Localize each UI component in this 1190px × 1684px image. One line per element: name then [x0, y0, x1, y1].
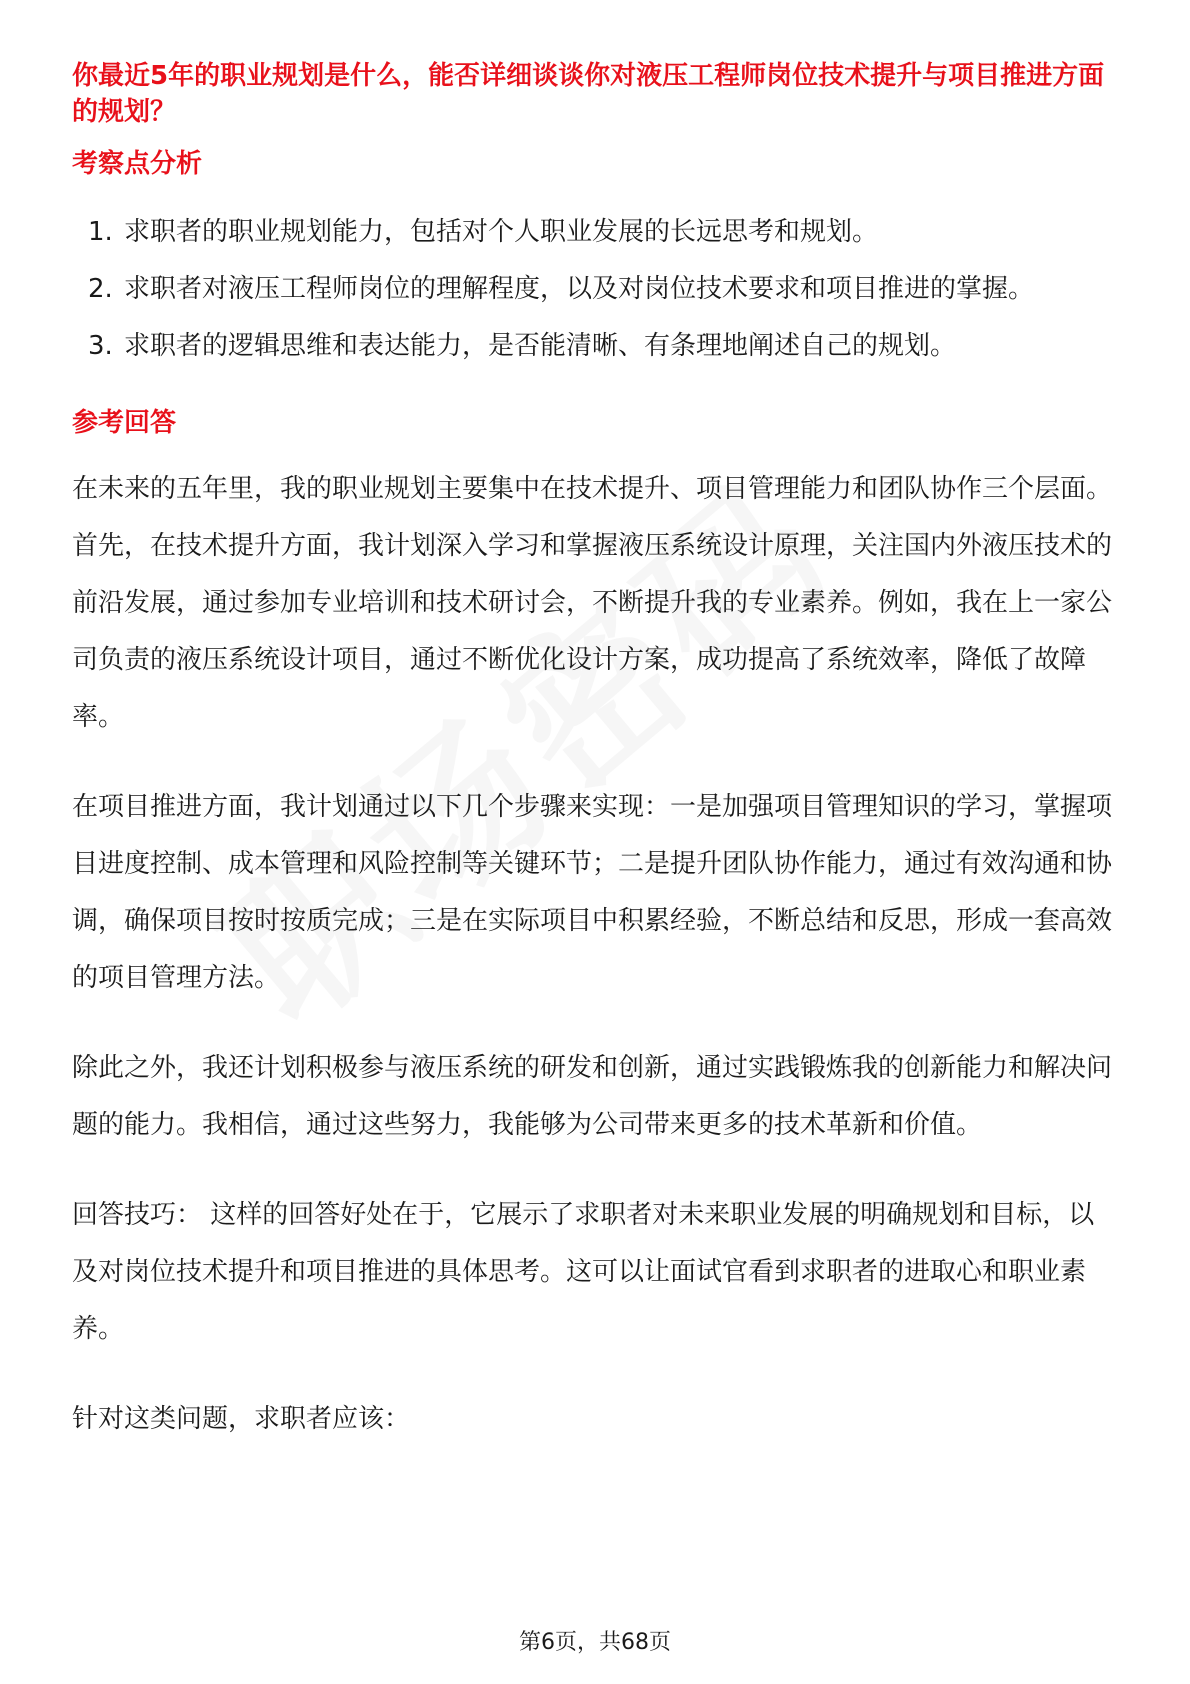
- list-item-text: 求职者对液压工程师岗位的理解程度，以及对岗位技术要求和项目推进的掌握。: [124, 274, 1035, 304]
- list-item: [72, 204, 1120, 261]
- list-item-text: 求职者的职业规划能力，包括对个人职业发展的长远思考和规划。: [124, 217, 879, 247]
- list-item-number: 1.: [88, 217, 113, 247]
- list-item: [72, 318, 1120, 375]
- answer-paragraph: 除此之外，我还计划积极参与液压系统的研发和创新，通过实践锻炼我的创新能力和解决问题的能力。我相信，通过这些努力，我能够为公司带来更多的技术革新和价值。: [72, 1053, 1113, 1140]
- answer-paragraph: 在未来的五年里，我的职业规划主要集中在技术提升、项目管理能力和团队协作三个层面。首先，在技术提升方面，我计划深入学习和掌握液压系统设计原理，关注国内外液压技术的前沿发展，通过参加专业培训和技术研讨会，不断提升我的专业素养。例如，我在上一家公司负责的液压系统设计项目，通过不断优化设计方案，成功提高了系统效率，降低了故障率。: [72, 474, 1113, 732]
- list-item-text: 求职者的逻辑思维和表达能力，是否能清晰、有条理地阐述自己的规划。: [124, 331, 957, 361]
- answer-paragraph: 针对这类问题，求职者应该：: [72, 1404, 411, 1434]
- question-title: 你最近5年的职业规划是什么，能否详细谈谈你对液压工程师岗位技术提升与项目推进方面的规划？: [72, 61, 1105, 127]
- analysis-heading: 考察点分析: [72, 149, 203, 179]
- list-item-number: 3.: [88, 331, 113, 361]
- list-item-number: 2.: [88, 274, 113, 304]
- answer-heading: 参考回答: [72, 408, 177, 438]
- list-item: [72, 261, 1120, 318]
- document-body: [72, 58, 1120, 1448]
- answer-paragraph: 在项目推进方面，我计划通过以下几个步骤来实现：一是加强项目管理知识的学习，掌握项目进度控制、成本管理和风险控制等关键环节；二是提升团队协作能力，通过有效沟通和协调，确保项目按时按质完成；三是在实际项目中积累经验，不断总结和反思，形成一套高效的项目管理方法。: [72, 792, 1113, 993]
- page-number-footer: 第6页，共68页: [519, 1630, 671, 1655]
- answer-tip-paragraph: 回答技巧： 这样的回答好处在于，它展示了求职者对未来职业发展的明确规划和目标，以及对岗位技术提升和项目推进的具体思考。这可以让面试官看到求职者的进取心和职业素养。: [72, 1200, 1095, 1344]
- analysis-points-list: [72, 204, 1120, 375]
